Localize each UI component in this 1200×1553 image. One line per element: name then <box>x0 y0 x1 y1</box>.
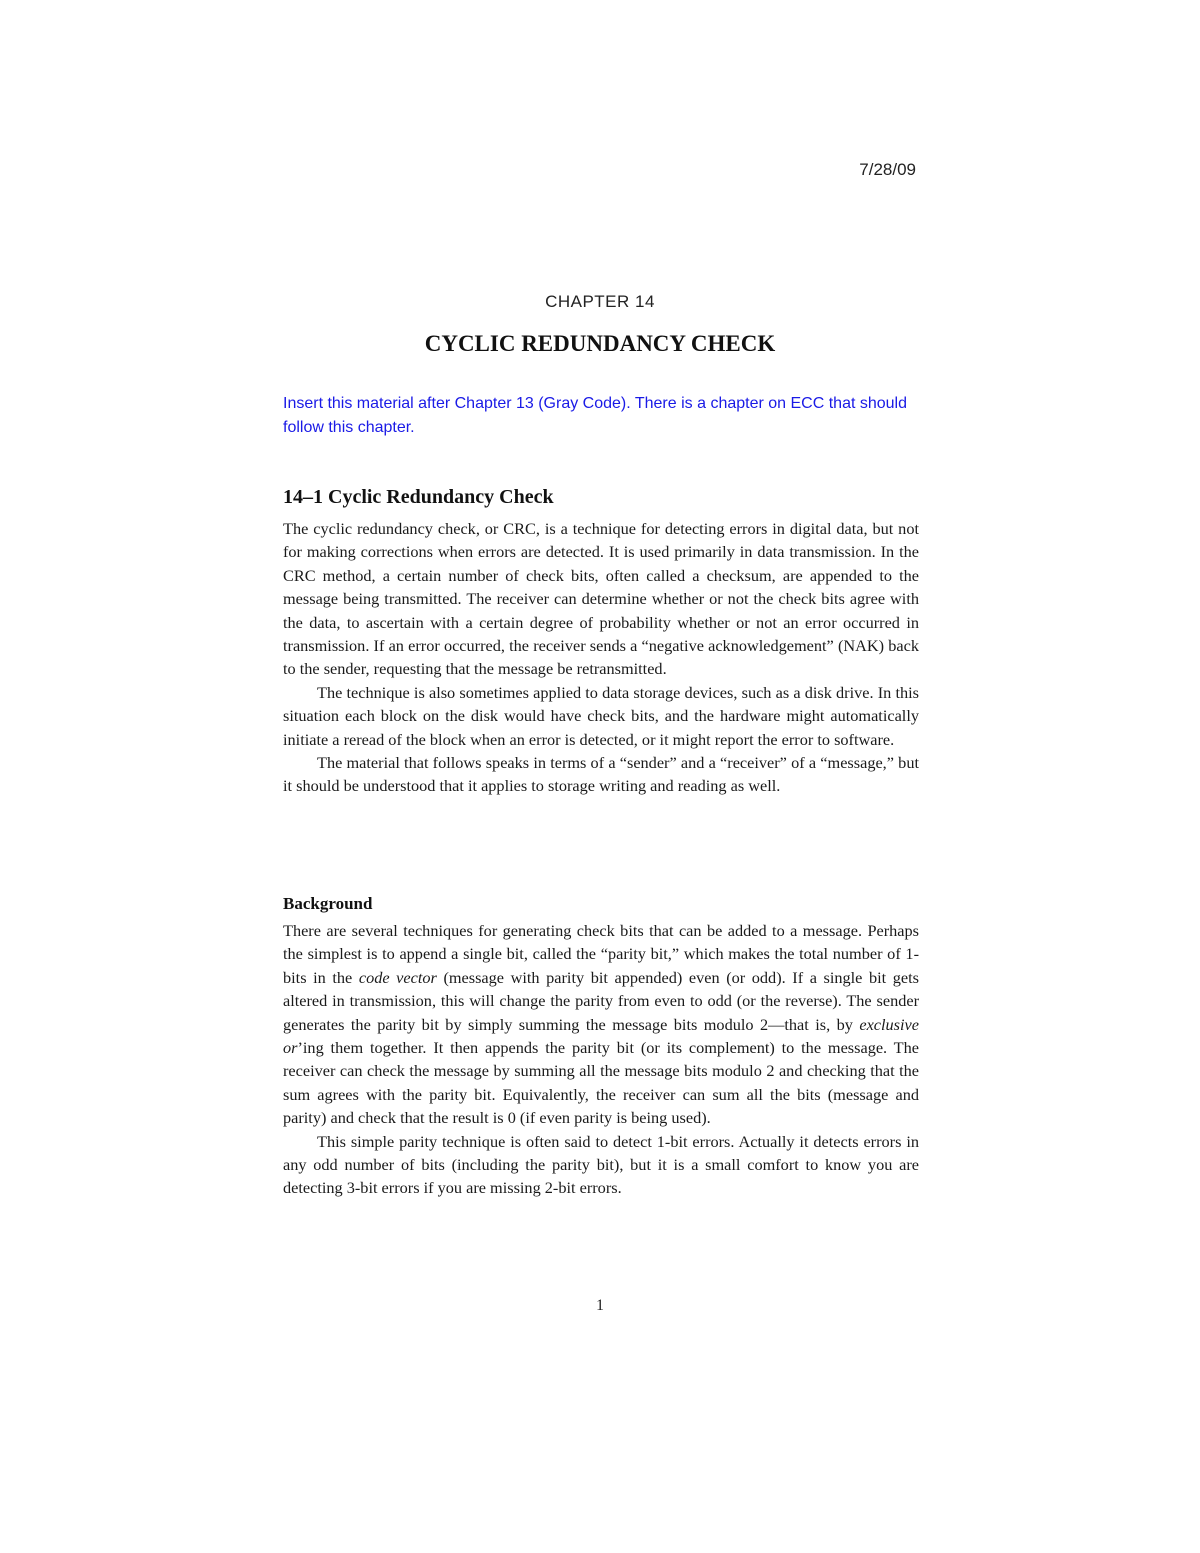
paragraph: The material that follows speaks in terms of a “sender” and a “receiver” of a “message,” but it should be understood that it applies to storage writing and reading as well. <box>283 753 919 796</box>
page-number: 1 <box>596 1297 604 1314</box>
text-run: (message with parity bit appended) even (or odd). If a single bit gets altered in transmission, this will change the parity from even to odd (or the reverse). The sender generates the parity bit by simply summing the message bits modulo 2—that is, by <box>283 967 919 1034</box>
paragraph: The technique is also sometimes applied to data storage devices, such as a disk drive. In this situation each block on the disk would have check bits, and the hardware might automatically initiate a reread of the block when an error is detected, or it might report the error to software. <box>283 682 919 749</box>
paragraph <box>283 919 919 1130</box>
insert-note: Insert this material after Chapter 13 (Gray Code). There is a chapter on ECC that should follow this chapter. <box>283 395 907 436</box>
text-run: There are several techniques for generating check bits that can be added to a message. Perhaps the simplest is to append a single bit, called the “parity bit,” which makes the total number of 1-bits in the <box>283 921 919 987</box>
chapter-title: CYCLIC REDUNDANCY CHECK <box>424 331 776 356</box>
chapter-label: CHAPTER 14 <box>545 292 655 311</box>
header-date: 7/28/09 <box>859 160 916 179</box>
paragraph: This simple parity technique is often said to detect 1-bit errors. Actually it detects errors in any odd number of bits (including the parity bit), but it is a small comfort to know you are detecting 3-bit errors if you are missing 2-bit errors. <box>283 1131 919 1198</box>
section-heading: 14–1 Cyclic Redundancy Check <box>283 486 554 508</box>
background-body <box>283 919 919 1200</box>
emphasis-code-vector: code vector <box>358 967 437 987</box>
section-body <box>283 517 919 798</box>
emphasis-exclusive-or: exclusive or <box>283 1014 919 1058</box>
background-heading: Background <box>283 894 373 913</box>
text-run: ’ing them together. It then appends the parity bit (or its complement) to the message. The receiver can check the message by summing all the message bits modulo 2 and checking that the sum agrees with the parity bit. Equivalently, the receiver can sum all the bits (message and parity) and check that the result is 0 (if even parity is being used). <box>283 1038 919 1128</box>
paragraph: The cyclic redundancy check, or CRC, is a technique for detecting errors in digital data, but not for making corrections when errors are detected. It is used primarily in data transmission. In the CRC method, a certain number of check bits, often called a checksum, are appended to the message being transmitted. The receiver can determine whether or not the check bits agree with the data, to ascertain with a certain degree of probability whether or not an error occurred in transmission. If an error occurred, the receiver sends a “negative acknowledgement” (NAK) back to the sender, requesting that the message be retransmitted. <box>283 519 919 679</box>
